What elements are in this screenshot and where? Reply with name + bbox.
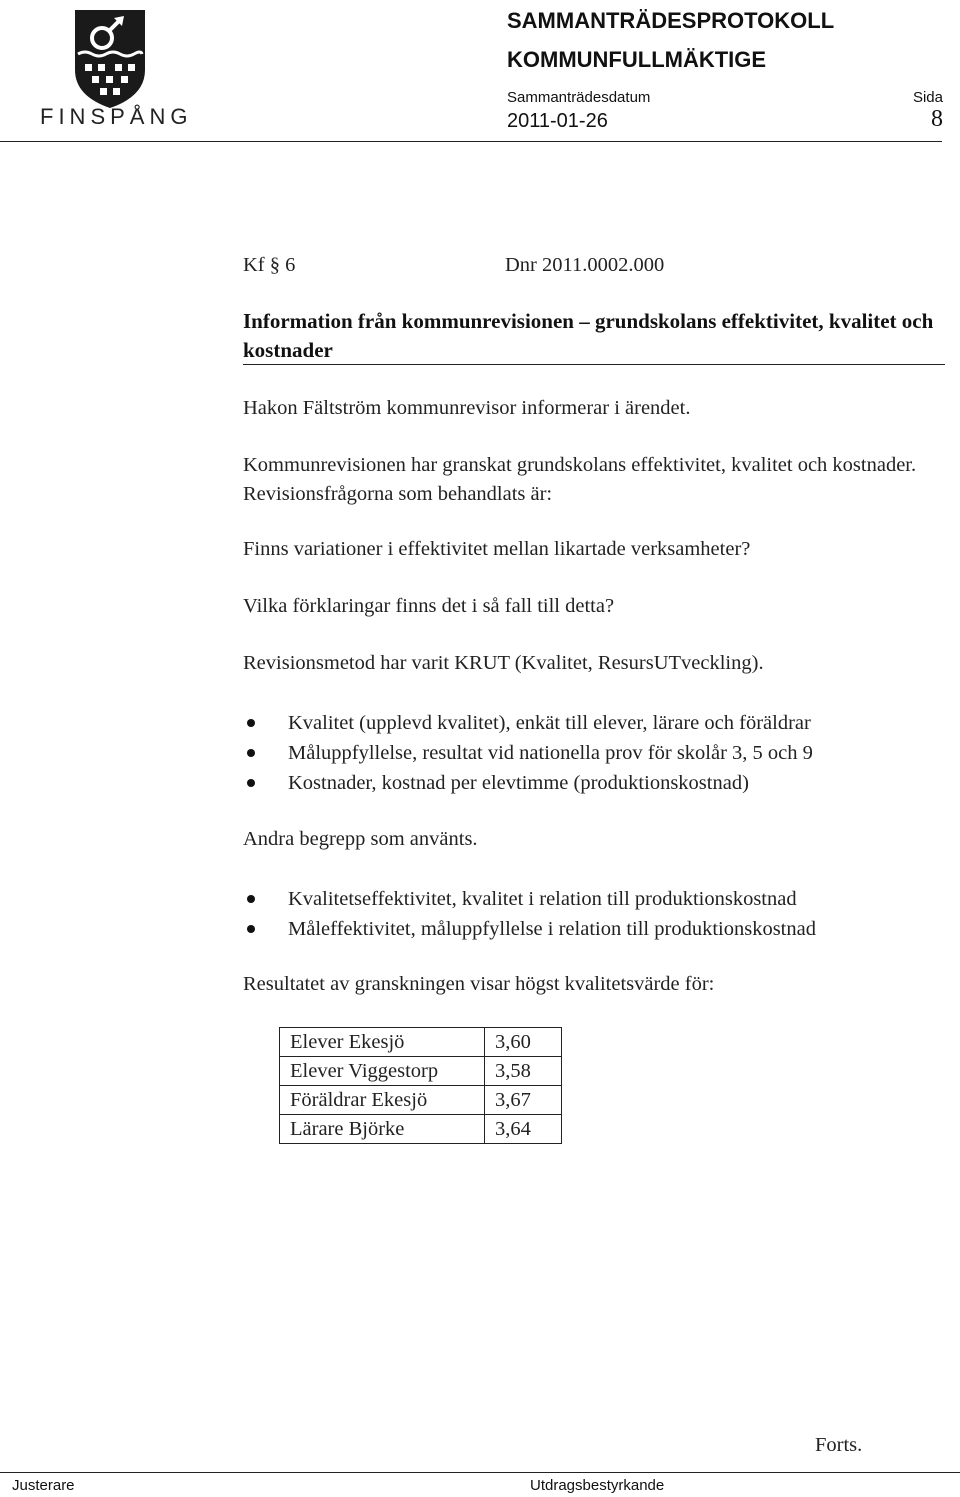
document-type: SAMMANTRÄDESPROTOKOLL bbox=[507, 8, 835, 33]
bullet-icon bbox=[247, 895, 255, 903]
bullet-icon bbox=[247, 749, 255, 757]
table-cell-value: 3,58 bbox=[485, 1057, 562, 1086]
paragraph-number: Kf § 6 bbox=[243, 254, 296, 276]
registration-number: Dnr 2011.0002.000 bbox=[505, 254, 665, 276]
body-paragraph: Vilka förklaringar finns det i så fall till detta? bbox=[243, 595, 615, 617]
body-paragraph: Andra begrepp som använts. bbox=[243, 828, 478, 850]
list-item: Kvalitetseffektivitet, kvalitet i relation till produktionskostnad bbox=[243, 884, 816, 914]
method-bullet-list bbox=[243, 708, 813, 798]
table-row bbox=[280, 1086, 562, 1115]
body-paragraph: Revisionsmetod har varit KRUT (Kvalitet, ResursUTveckling). bbox=[243, 652, 764, 674]
header-divider bbox=[0, 141, 942, 142]
bullet-icon bbox=[247, 779, 255, 787]
body-paragraph: Resultatet av granskningen visar högst kvalitetsvärde för: bbox=[243, 973, 715, 995]
organization-name: KOMMUNFULLMÄKTIGE bbox=[507, 47, 767, 72]
list-item: Kvalitet (upplevd kvalitet), enkät till elever, lärare och föräldrar bbox=[243, 708, 813, 738]
results-table bbox=[279, 1027, 562, 1144]
table-cell-name: Elever Viggestorp bbox=[280, 1057, 485, 1086]
continued-marker: Forts. bbox=[815, 1434, 863, 1456]
concepts-bullet-list bbox=[243, 884, 816, 944]
table-row bbox=[280, 1028, 562, 1057]
body-paragraph: Kommunrevisionen har granskat grundskolans effektivitet, kvalitet och kostnader. Revisionsfrågorna som behandlats är: bbox=[243, 454, 917, 505]
footer-divider bbox=[0, 1472, 960, 1473]
title-underline bbox=[243, 364, 945, 365]
page-label: Sida bbox=[912, 89, 943, 106]
list-item: Kostnader, kostnad per elevtimme (produktionskostnad) bbox=[243, 768, 813, 798]
bullet-icon bbox=[247, 925, 255, 933]
case-title: Information från kommunrevisionen – grundskolans effektivitet, kvalitet och kostnader bbox=[243, 309, 934, 362]
logo-wordmark: FINSPÅNG bbox=[40, 104, 193, 129]
bullet-icon bbox=[247, 719, 255, 727]
body-paragraph: Finns variationer i effektivitet mellan likartade verksamheter? bbox=[243, 538, 751, 560]
footer-utdragsbestyrkande-label: Utdragsbestyrkande bbox=[530, 1477, 665, 1494]
table-cell-name: Lärare Björke bbox=[280, 1115, 485, 1144]
body-paragraph: Hakon Fältström kommunrevisor informerar i ärendet. bbox=[243, 397, 691, 419]
footer-justerare-label: Justerare bbox=[12, 1477, 75, 1494]
table-cell-value: 3,60 bbox=[485, 1028, 562, 1057]
page-number: 8 bbox=[931, 106, 943, 132]
table-cell-value: 3,67 bbox=[485, 1086, 562, 1115]
table-row bbox=[280, 1057, 562, 1086]
list-item: Måluppfyllelse, resultat vid nationella prov för skolår 3, 5 och 9 bbox=[243, 738, 813, 768]
table-row bbox=[280, 1115, 562, 1144]
meeting-date-label: Sammanträdesdatum bbox=[507, 89, 651, 106]
table-cell-name: Föräldrar Ekesjö bbox=[280, 1086, 485, 1115]
table-cell-name: Elever Ekesjö bbox=[280, 1028, 485, 1057]
meeting-date-value: 2011-01-26 bbox=[507, 110, 608, 132]
table-cell-value: 3,64 bbox=[485, 1115, 562, 1144]
list-item: Måleffektivitet, måluppfyllelse i relation till produktionskostnad bbox=[243, 914, 816, 944]
